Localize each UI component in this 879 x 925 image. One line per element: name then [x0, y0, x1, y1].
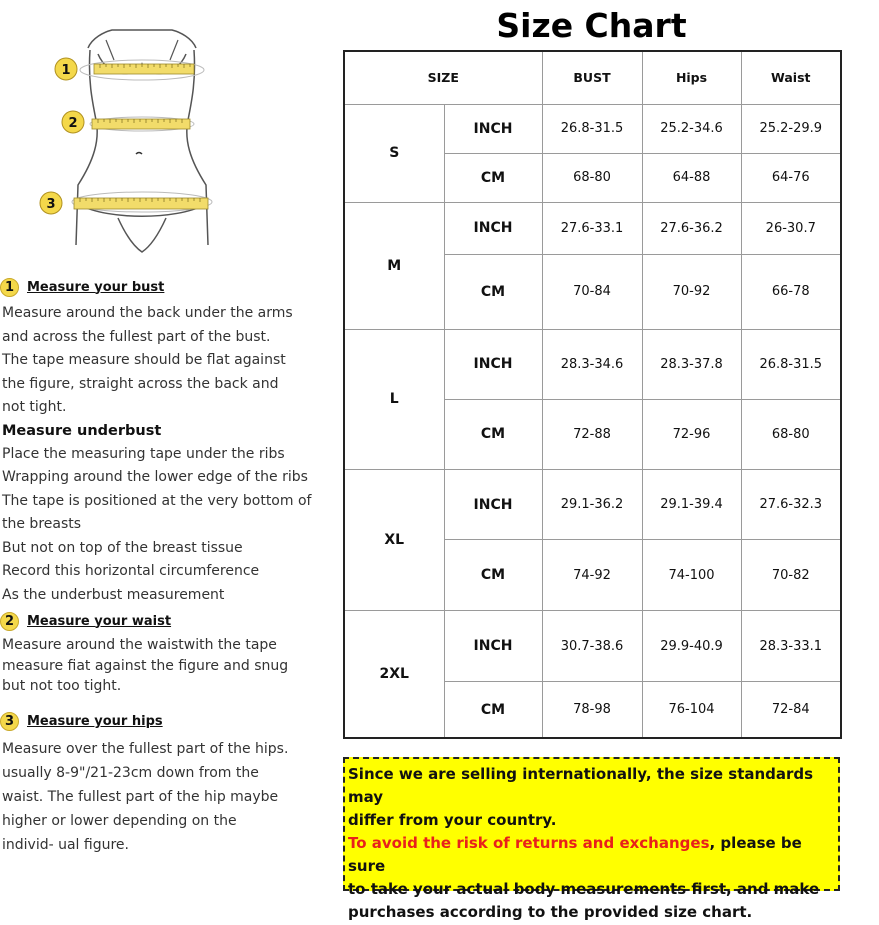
- bust-value: 26.8-31.5: [542, 104, 642, 153]
- text-line: the breasts: [2, 516, 82, 532]
- table-row: [344, 470, 841, 540]
- number-badge-icon: 2: [0, 612, 19, 631]
- header-size: SIZE: [344, 51, 542, 104]
- text-line: Measure around the waistwith the tape: [2, 637, 277, 653]
- unit-label: CM: [444, 153, 542, 202]
- bust-instructions: [0, 302, 330, 420]
- text-line: individ- ual figure.: [2, 836, 129, 853]
- hips-title: Measure your hips: [27, 714, 163, 729]
- waist-value: 26.8-31.5: [741, 329, 841, 399]
- table-row: [344, 202, 841, 254]
- bust-value: 28.3-34.6: [542, 329, 642, 399]
- hips-value: 76-104: [642, 682, 741, 738]
- unit-label: CM: [444, 540, 542, 611]
- size-label: XL: [344, 470, 444, 611]
- unit-label: CM: [444, 399, 542, 469]
- text-line: Measure over the fullest part of the hips.: [2, 740, 289, 757]
- text-line: The tape measure should be flat against: [2, 352, 286, 368]
- marker-2-icon: [62, 111, 84, 133]
- size-label: M: [344, 202, 444, 329]
- notice-line: differ from your country.: [348, 811, 557, 829]
- waist-value: 28.3-33.1: [741, 611, 841, 682]
- unit-label: INCH: [444, 611, 542, 682]
- hips-heading: [0, 707, 330, 737]
- waist-value: 70-82: [741, 540, 841, 611]
- bust-title: Measure your bust: [27, 279, 165, 295]
- measurement-instructions: [0, 272, 330, 857]
- bust-value: 27.6-33.1: [542, 202, 642, 254]
- waist-value: 68-80: [741, 399, 841, 469]
- size-label: S: [344, 104, 444, 202]
- text-line: higher or lower depending on the: [2, 812, 237, 829]
- text-line: The tape is positioned at the very bottom of: [2, 492, 312, 509]
- hips-value: 25.2-34.6: [642, 104, 741, 153]
- text-line: but not too tight.: [2, 678, 122, 694]
- size-label: 2XL: [344, 611, 444, 738]
- text-line: But not on top of the breast tissue: [2, 539, 243, 556]
- bust-heading: [0, 272, 330, 302]
- text-line: Measure around the back under the arms: [2, 305, 293, 321]
- unit-label: INCH: [444, 470, 542, 540]
- waist-value: 25.2-29.9: [741, 104, 841, 153]
- notice-line: purchases according to the provided size chart.: [348, 903, 753, 921]
- unit-label: INCH: [444, 329, 542, 399]
- marker-3-icon: [40, 192, 62, 214]
- svg-text:3: 3: [46, 197, 56, 212]
- text-line: waist. The fullest part of the hip maybe: [2, 788, 279, 805]
- size-chart-table: [343, 50, 842, 739]
- waist-title: Measure your waist: [27, 613, 172, 629]
- table-header-row: [344, 51, 841, 104]
- header-waist: Waist: [741, 51, 841, 104]
- notice-box: [343, 757, 840, 921]
- unit-label: CM: [444, 682, 542, 738]
- size-label: L: [344, 329, 444, 469]
- text-line: Record this horizontal circumference: [2, 563, 260, 579]
- bust-value: 29.1-36.2: [542, 470, 642, 540]
- text-line: measure fiat against the figure and snug: [2, 657, 289, 674]
- marker-1-icon: [55, 58, 77, 80]
- text-line: and across the fullest part of the bust.: [2, 328, 271, 345]
- unit-label: CM: [444, 254, 542, 329]
- bust-value: 30.7-38.6: [542, 611, 642, 682]
- waist-value: 26-30.7: [741, 202, 841, 254]
- table-row: [344, 104, 841, 153]
- bust-value: 74-92: [542, 540, 642, 611]
- hips-value: 72-96: [642, 399, 741, 469]
- header-bust: BUST: [542, 51, 642, 104]
- text-line: the figure, straight across the back and: [2, 375, 279, 392]
- notice-text: , please be sure: [348, 834, 802, 875]
- unit-label: INCH: [444, 104, 542, 153]
- bust-value: 68-80: [542, 153, 642, 202]
- svg-text:1: 1: [61, 63, 71, 78]
- number-badge-icon: 3: [0, 712, 19, 731]
- bust-value: 78-98: [542, 682, 642, 738]
- page-title: Size Chart: [496, 6, 687, 45]
- svg-text:2: 2: [68, 116, 78, 131]
- header-hips: Hips: [642, 51, 741, 104]
- hips-instructions: [0, 737, 330, 857]
- hips-value: 74-100: [642, 540, 741, 611]
- hips-value: 27.6-36.2: [642, 202, 741, 254]
- waist-instructions: [0, 635, 330, 697]
- number-badge-icon: 1: [0, 278, 19, 297]
- waist-value: 66-78: [741, 254, 841, 329]
- waist-value: 64-76: [741, 153, 841, 202]
- table-row: [344, 611, 841, 682]
- underbust-instructions: [0, 443, 330, 608]
- unit-label: INCH: [444, 202, 542, 254]
- text-line: not tight.: [2, 399, 67, 415]
- hips-value: 29.9-40.9: [642, 611, 741, 682]
- hips-value: 28.3-37.8: [642, 329, 741, 399]
- table-row: [344, 329, 841, 399]
- notice-line: to take your actual body measurements first, and make: [348, 880, 820, 898]
- bust-value: 70-84: [542, 254, 642, 329]
- text-line: usually 8-9"/21-23cm down from the: [2, 764, 259, 781]
- waist-value: 27.6-32.3: [741, 470, 841, 540]
- notice-warning: To avoid the risk of returns and exchanges: [348, 834, 710, 852]
- underbust-title: Measure underbust: [2, 422, 162, 439]
- text-line: As the underbust measurement: [2, 586, 225, 603]
- text-line: Place the measuring tape under the ribs: [2, 445, 285, 462]
- bust-value: 72-88: [542, 399, 642, 469]
- notice-line: Since we are selling internationally, the size standards may: [348, 765, 814, 806]
- hips-value: 64-88: [642, 153, 741, 202]
- body-measurement-diagram-icon: [48, 20, 238, 265]
- hips-value: 29.1-39.4: [642, 470, 741, 540]
- notice-line: [348, 832, 836, 878]
- hips-value: 70-92: [642, 254, 741, 329]
- waist-heading: [0, 607, 330, 635]
- waist-value: 72-84: [741, 682, 841, 738]
- text-line: Wrapping around the lower edge of the ribs: [2, 469, 308, 485]
